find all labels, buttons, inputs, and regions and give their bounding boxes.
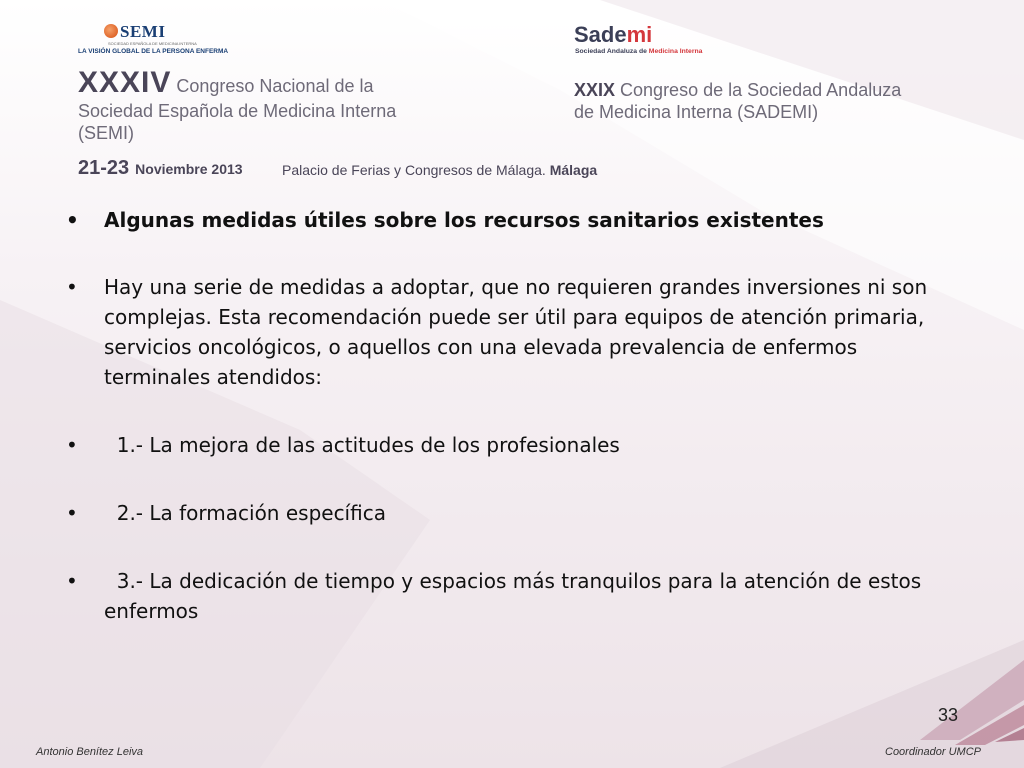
congress-venue xyxy=(282,162,597,178)
sademi-congress-number: XXIX xyxy=(574,80,616,100)
venue-city: Málaga xyxy=(549,162,598,178)
bullet-text: Algunas medidas útiles sobre los recursos sanitarios existentes xyxy=(104,208,824,232)
bullet-item xyxy=(66,272,966,392)
bullet-symbol: • xyxy=(66,275,78,299)
sademi-logo-word: Sademi xyxy=(574,22,653,47)
bullet-text: 1.- La mejora de las actitudes de los profesionales xyxy=(104,433,620,457)
bullet-item xyxy=(66,205,966,235)
sademi-congress-line1: Congreso de la Sociedad Andaluza xyxy=(615,80,902,100)
bullet-symbol: • xyxy=(66,433,78,457)
bullet-item xyxy=(66,498,966,528)
footer-author: Antonio Benítez Leiva xyxy=(36,746,144,758)
sademi-logo-subtitle: Sociedad Andaluza de Medicina Interna xyxy=(575,48,703,55)
venue-name: Palacio de Ferias y Congresos de Málaga. xyxy=(282,162,550,178)
semi-congress-number: XXXIV xyxy=(78,66,172,99)
semi-congress-line3: (SEMI) xyxy=(78,123,134,143)
semi-logo-subtitle: SOCIEDAD ESPAÑOLA DE MEDICINA INTERNA xyxy=(108,41,197,46)
page-number: 33 xyxy=(938,705,959,725)
bullet-text: 3.- La dedicación de tiempo y espacios más tranquilos para la atención de estos enfermos xyxy=(104,569,928,623)
slide-content xyxy=(66,205,966,626)
dates-month: Noviembre 2013 xyxy=(135,161,243,177)
sademi-congress-line2: de Medicina Interna (SADEMI) xyxy=(574,102,819,122)
bullet-text: 2.- La formación específica xyxy=(104,501,386,525)
semi-logo-name: SEMI xyxy=(120,22,166,41)
bullet-item xyxy=(66,566,966,626)
bullet-symbol: • xyxy=(66,501,78,525)
dates-days: 21-23 xyxy=(78,157,130,179)
semi-logo xyxy=(78,22,229,58)
sademi-logo xyxy=(574,22,734,58)
sademi-congress-title xyxy=(574,79,901,123)
footer-role: Coordinador UMCP xyxy=(885,746,981,758)
semi-logo-mark xyxy=(104,24,118,38)
semi-congress-line2: Sociedad Española de Medicina Interna xyxy=(78,101,397,121)
bullet-item xyxy=(66,430,966,460)
bullet-symbol: • xyxy=(66,208,79,232)
bullet-symbol: • xyxy=(66,569,78,593)
congress-dates xyxy=(78,157,243,180)
bullet-text: Hay una serie de medidas a adoptar, que no requieren grandes inversiones ni son complejas. Esta recomendación puede ser útil para equipos de atención primaria, servicios oncológicos, o aquellos con una elevada prevalencia de enfermos terminales atendidos: xyxy=(104,275,928,389)
semi-congress-title xyxy=(78,66,396,144)
semi-logo-tagline: LA VISIÓN GLOBAL DE LA PERSONA ENFERMA xyxy=(78,48,229,55)
semi-congress-line1: Congreso Nacional de la xyxy=(171,76,374,96)
